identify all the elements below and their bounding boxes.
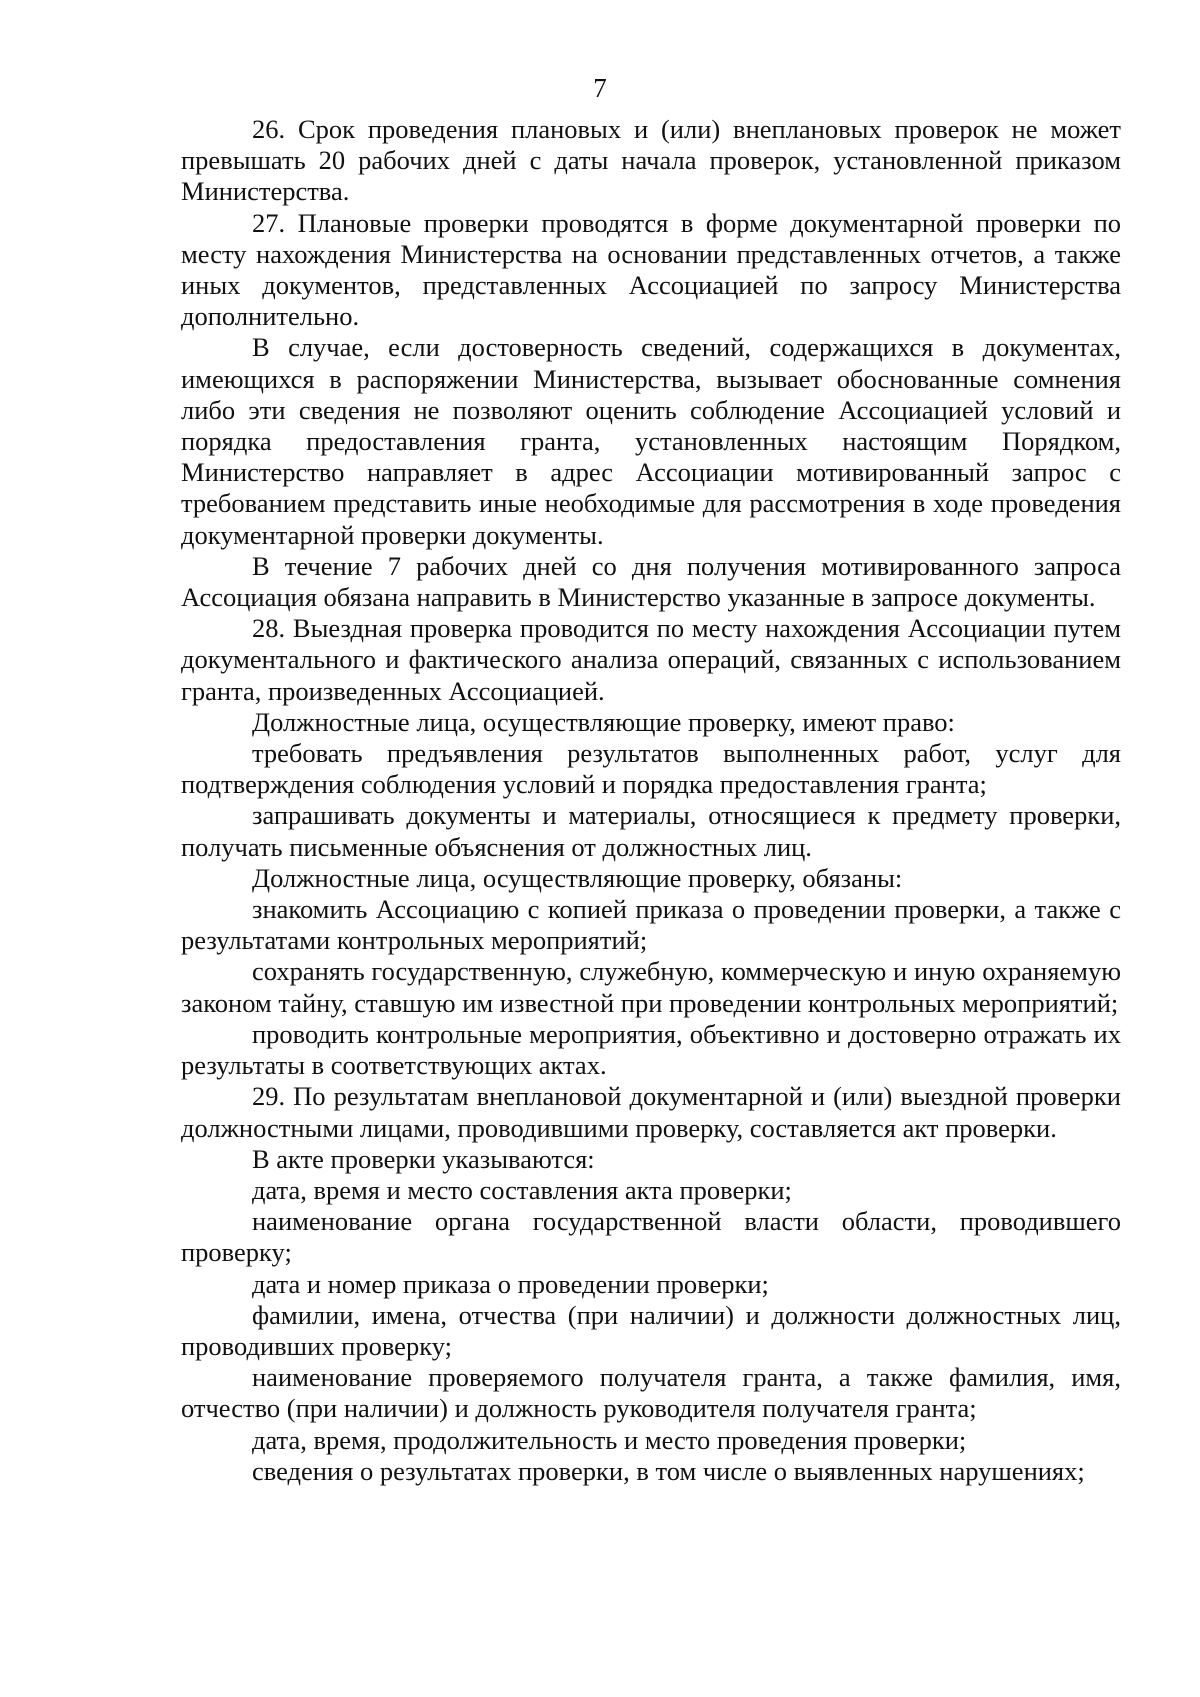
list-item: фамилии, имена, отчества (при наличии) и должности должностных лиц, проводивших проверку; — [181, 1299, 1121, 1361]
list-item: сохранять государственную, служебную, коммерческую и иную охраняемую законом тайну, ставшую им известной при проведении контрольных мероприятий; — [181, 956, 1121, 1018]
paragraph-response-deadline: В течение 7 рабочих дней со дня получения мотивированного запроса Ассоциация обязана направить в Министерство указанные в запросе документы. — [181, 550, 1121, 613]
list-item: знакомить Ассоциацию с копией приказа о проведении проверки, а также с результатами контрольных мероприятий; — [181, 894, 1121, 956]
list-item: дата и номер приказа о проведении проверки; — [252, 1268, 769, 1299]
list-item: дата, время и место составления акта проверки; — [252, 1174, 792, 1205]
list-item: требовать предъявления результатов выполненных работ, услуг для подтверждения соблюдения условий и порядка предоставления гранта; — [181, 738, 1121, 800]
paragraph-doubtful-information: В случае, если достоверность сведений, содержащихся в документах, имеющихся в распоряжении Министерства, вызывает обоснованные сомнения либо эти сведения не позволяют оценить соблюдение Ассоциацией условий и порядка предоставления гранта, установленных настоящим Порядком, Министерство направляет в адрес Ассоциации мотивированный запрос с требованием представить иные необходимые для рассмотрения в ходе проведения документарной проверки документы. — [181, 332, 1121, 550]
clause-28: 28. Выездная проверка проводится по месту нахождения Ассоциации путем документального и фактического анализа операций, связанных с использованием гранта, произведенных Ассоциацией. — [181, 613, 1121, 706]
list-item: проводить контрольные мероприятия, объективно и достоверно отражать их результаты в соответствующих актах. — [181, 1018, 1121, 1081]
list-item: наименование проверяемого получателя гранта, а также фамилия, имя, отчество (при наличии) и должность руководителя получателя гранта; — [181, 1362, 1121, 1424]
list-item: дата, время, продолжительность и место проведения проверки; — [252, 1424, 967, 1455]
list-item: сведения о результатах проверки, в том числе о выявленных нарушениях; — [252, 1455, 1085, 1486]
clause-27: 27. Плановые проверки проводятся в форме документарной проверки по месту нахождения Министерства на основании представленных отчетов, а также иных документов, представленных Ассоциацией по запросу Министерства дополнительно. — [181, 207, 1121, 332]
document-body — [181, 114, 1121, 1487]
clause-26: 26. Срок проведения плановых и (или) внеплановых проверок не может превышать 20 рабочих дней с даты начала проверок, установленной приказом Министерства. — [181, 114, 1121, 207]
list-item: наименование органа государственной власти области, проводившего проверку; — [181, 1206, 1121, 1268]
paragraph-act-contents-heading: В акте проверки указываются: — [252, 1143, 595, 1174]
paragraph-duties-heading: Должностные лица, осуществляющие проверку, обязаны: — [252, 862, 903, 893]
list-item: запрашивать документы и материалы, относящиеся к предмету проверки, получать письменные объяснения от должностных лиц. — [181, 800, 1121, 862]
clause-29: 29. По результатам внеплановой документарной и (или) выездной проверки должностными лицами, проводившими проверку, составляется акт проверки. — [181, 1081, 1121, 1143]
page-number: 7 — [593, 73, 607, 103]
paragraph-rights-heading: Должностные лица, осуществляющие проверку, имеют право: — [252, 706, 955, 737]
